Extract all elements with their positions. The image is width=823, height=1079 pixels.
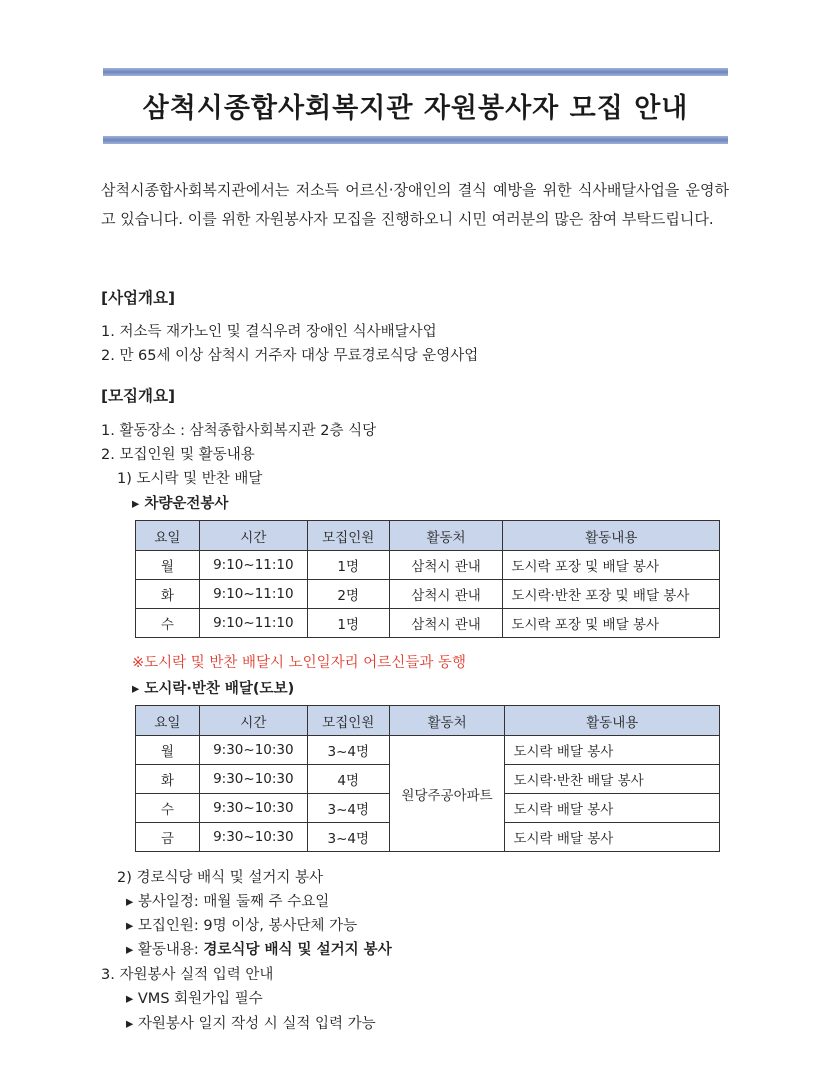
table-header-cell: 활동내용 <box>503 521 720 551</box>
table-cell: 월 <box>136 736 200 765</box>
table-cell: 9:30~10:30 <box>199 823 307 852</box>
table-row <box>136 580 720 609</box>
table-cell: 9:30~10:30 <box>199 765 307 794</box>
table-cell: 도시락·반찬 배달 봉사 <box>505 765 720 794</box>
table-cell: 화 <box>136 765 200 794</box>
table-cell: 2명 <box>307 580 389 609</box>
table-cell: 9:30~10:30 <box>199 794 307 823</box>
table-cell: 수 <box>136 609 200 638</box>
table-cell: 삼척시 관내 <box>389 551 503 580</box>
item3-subitem: ▸ VMS 회원가입 필수 <box>126 991 263 1007</box>
table-cell: 3~4명 <box>307 794 389 823</box>
table-cell: 도시락 포장 및 배달 봉사 <box>503 609 720 638</box>
table-header-cell: 모집인원 <box>307 521 389 551</box>
page-title: 삼척시종합사회복지관 자원봉사자 모집 안내 <box>142 93 689 124</box>
sub2-activity-value: 경로식당 배식 및 설거지 봉사 <box>203 942 392 958</box>
table-header-cell: 활동내용 <box>505 706 720 736</box>
table-row <box>136 609 720 638</box>
recruit-item: 1. 활동장소 : 삼척종합사회복지관 2층 식당 <box>101 423 377 439</box>
driving-volunteer-table <box>135 520 720 638</box>
recruit-subitem: 1) 도시락 및 반찬 배달 <box>117 471 263 487</box>
table-header-row <box>136 521 720 551</box>
title-bottom-bar <box>103 136 728 144</box>
business-item: 2. 만 65세 이상 삼척시 거주자 대상 무료경로식당 운영사업 <box>101 348 479 364</box>
sub2-activity-label: ▸ 활동내용: <box>126 942 204 958</box>
table-row <box>136 551 720 580</box>
sub2-item: ▸ 모집인원: 9명 이상, 봉사단체 가능 <box>126 918 358 934</box>
recruit-subitem: 2) 경로식당 배식 및 설거지 봉사 <box>117 870 324 886</box>
table-header-row <box>136 706 720 736</box>
table-header-cell: 활동처 <box>389 706 505 736</box>
sub2-item: ▸ 봉사일정: 매월 둘째 주 수요일 <box>126 894 330 910</box>
table-header-cell: 활동처 <box>389 521 503 551</box>
walking-delivery-table <box>135 705 720 852</box>
companion-note: ※도시락 및 반찬 배달시 노인일자리 어르신들과 동행 <box>132 655 466 671</box>
table-row <box>136 736 720 765</box>
business-item: 1. 저소득 재가노인 및 결식우려 장애인 식사배달사업 <box>101 324 437 340</box>
sub2-activity <box>126 938 392 959</box>
table-cell: 도시락 포장 및 배달 봉사 <box>503 551 720 580</box>
section-heading-business: [사업개요] <box>101 289 176 307</box>
table-cell: 도시락 배달 봉사 <box>505 823 720 852</box>
table-cell: 1명 <box>307 551 389 580</box>
table-cell: 9:10~11:10 <box>199 551 307 580</box>
table-cell: 9:10~11:10 <box>199 580 307 609</box>
table-cell: 월 <box>136 551 200 580</box>
table-cell: 9:10~11:10 <box>199 609 307 638</box>
table-cell: 4명 <box>307 765 389 794</box>
table-cell: 수 <box>136 794 200 823</box>
table-header-cell: 모집인원 <box>307 706 389 736</box>
table-cell: 화 <box>136 580 200 609</box>
table-cell: 도시락 배달 봉사 <box>505 794 720 823</box>
recruit-item: 2. 모집인원 및 활동내용 <box>101 447 255 463</box>
recruit-item: 3. 자원봉사 실적 입력 안내 <box>101 967 274 983</box>
table-cell: 삼척시 관내 <box>389 580 503 609</box>
table-cell: 3~4명 <box>307 823 389 852</box>
table1-label: ▸ 차량운전봉사 <box>132 496 229 512</box>
table-header-cell: 시간 <box>199 706 307 736</box>
title-top-bar <box>103 68 728 76</box>
table-cell: 금 <box>136 823 200 852</box>
table-cell: 9:30~10:30 <box>199 736 307 765</box>
table-cell: 3~4명 <box>307 736 389 765</box>
table-cell-place: 원당주공아파트 <box>389 736 505 852</box>
table-cell: 도시락 배달 봉사 <box>505 736 720 765</box>
section-heading-recruit: [모집개요] <box>101 387 176 405</box>
table-header-cell: 요일 <box>136 706 200 736</box>
table-header-cell: 요일 <box>136 521 200 551</box>
table-cell: 1명 <box>307 609 389 638</box>
table-header-cell: 시간 <box>199 521 307 551</box>
table-cell: 삼척시 관내 <box>389 609 503 638</box>
table2-label: ▸ 도시락·반찬 배달(도보) <box>132 681 295 697</box>
table-cell: 도시락·반찬 포장 및 배달 봉사 <box>503 580 720 609</box>
item3-subitem: ▸ 자원봉사 일지 작성 시 실적 입력 가능 <box>126 1016 376 1032</box>
intro-paragraph: 삼척시종합사회복지관에서는 저소득 어르신·장애인의 결식 예방을 위한 식사배달사업을 운영하고 있습니다. 이를 위한 자원봉사자 모집을 진행하오니 시민 여러분의 많은 참여 부탁드립니다. <box>101 181 729 228</box>
